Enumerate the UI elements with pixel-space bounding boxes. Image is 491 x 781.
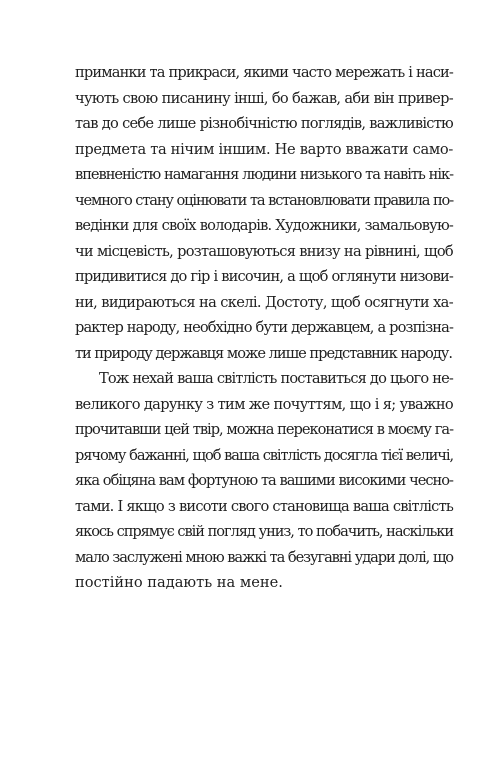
text-line: рячому бажанні, щоб ваша світлість досягла тієї величі, — [75, 446, 453, 464]
text-line: яка обіцяна вам фортуною та вашими високими чесно- — [75, 472, 453, 489]
text-line: предмета та нічим іншим. Не варто вважати само- — [75, 140, 453, 158]
text-line: тав до себе лише різнобічністю поглядів, важливістю — [75, 115, 453, 132]
text-line: ведінки для своїх володарів. Художники, замальовую- — [75, 217, 453, 234]
text-line: Тож нехай ваша світлість поставиться до цього не- — [99, 370, 453, 387]
text-line: прочитавши цей твір, можна переконатися в моєму га- — [75, 421, 453, 438]
paragraph-2 — [75, 366, 453, 596]
text-line: ни, видираються на скелі. Достоту, щоб осягнути ха- — [75, 293, 453, 311]
text-line: постійно падають на мене. — [75, 574, 283, 591]
text-line: чують свою писанину інші, бо бажав, аби він привер- — [75, 89, 453, 107]
body-text — [75, 60, 453, 596]
paragraph-1 — [75, 60, 453, 366]
text-line: рактер народу, необхідно бути державцем, а розпізна- — [75, 319, 453, 336]
text-line: чемного стану оцінювати та встановлювати правила по- — [75, 191, 453, 209]
text-line: впевненістю намагання людини низького та навіть нік- — [75, 166, 453, 183]
text-line: придивитися до гір і височин, а щоб оглянути низови- — [75, 268, 453, 285]
text-line: ти природу державця може лише представник народу. — [75, 344, 452, 362]
text-line: якось спрямує свій погляд униз, то побачить, наскільки — [75, 523, 453, 540]
text-line: тами. І якщо з висоти свого становища ваша світлість — [75, 497, 453, 515]
text-line: великого дарунку з тим же почуттям, що і я; уважно — [75, 395, 453, 413]
text-line: чи місцевість, розташовуються внизу на рівнині, щоб — [75, 242, 453, 260]
text-line: приманки та прикраси, якими часто мережать і наси- — [75, 64, 453, 81]
text-line: мало заслужені мною важкі та безугавні удари долі, що — [75, 548, 453, 566]
